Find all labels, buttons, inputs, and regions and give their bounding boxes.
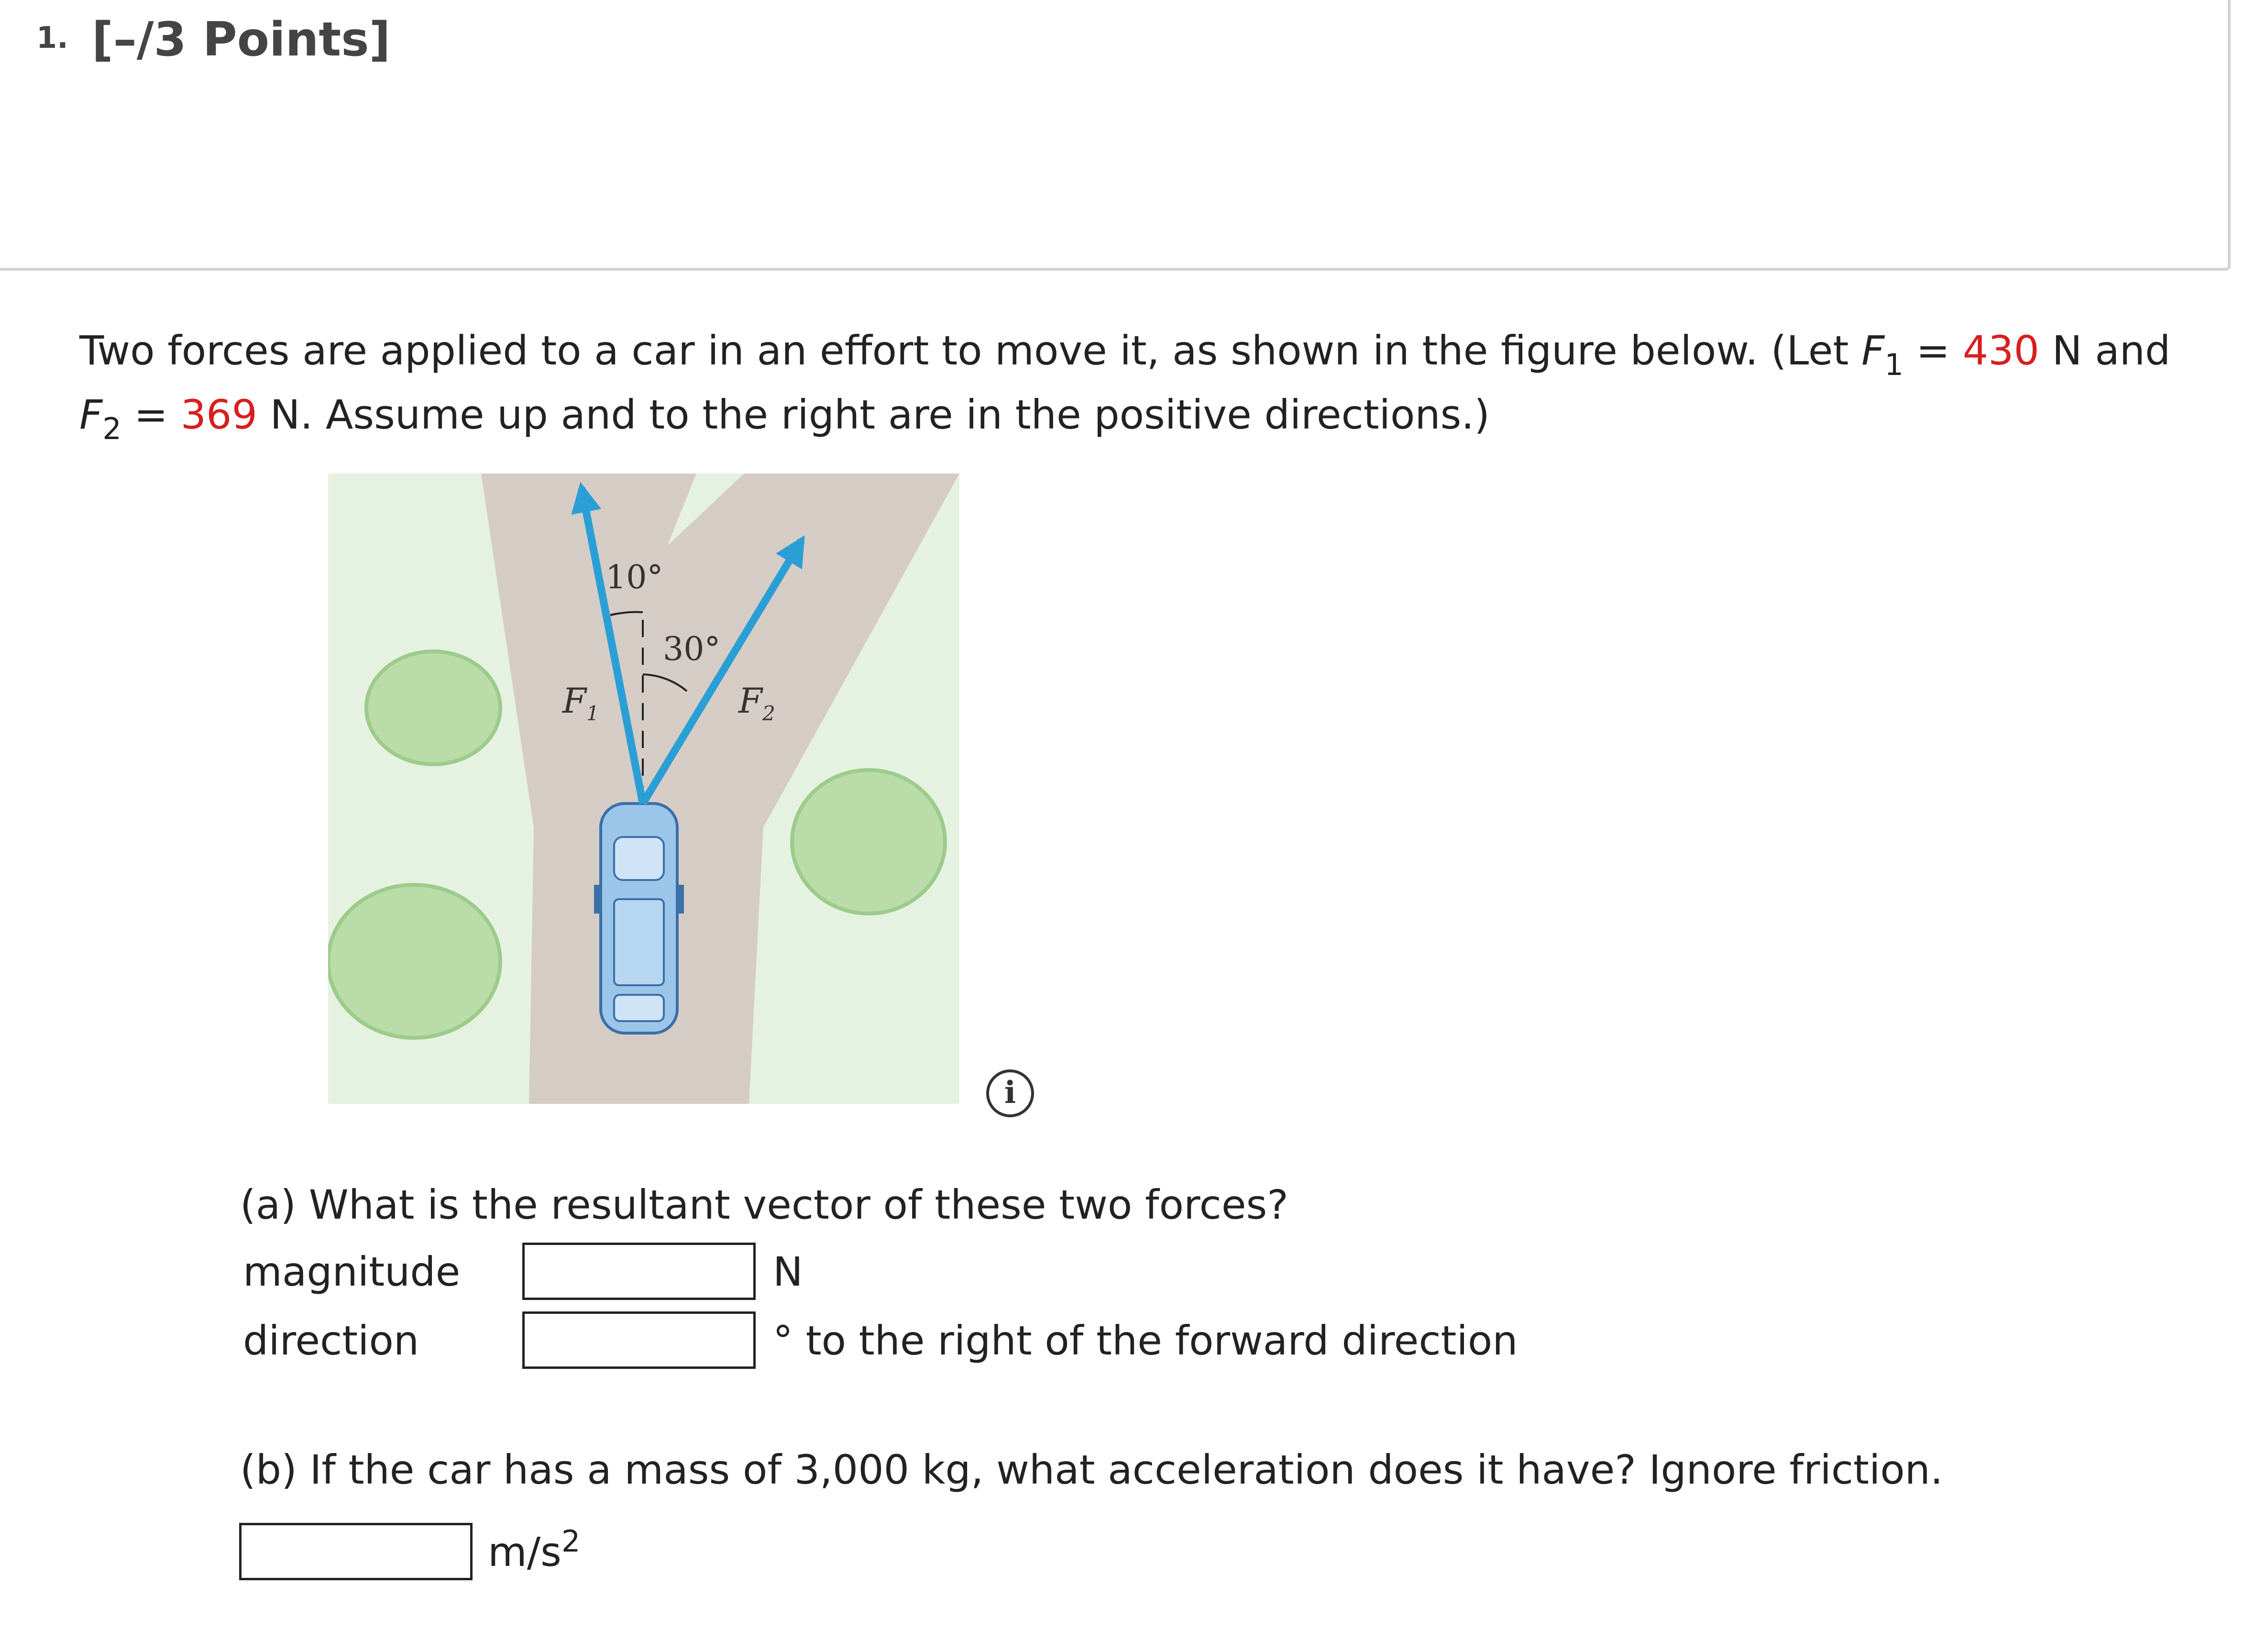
- f2-symbol: F: [79, 391, 103, 438]
- problem-statement: [79, 319, 2170, 447]
- magnitude-label: magnitude: [243, 1248, 461, 1295]
- direction-label: direction: [243, 1317, 419, 1364]
- question-header: [0, 0, 2231, 271]
- info-icon[interactable]: i: [986, 1069, 1034, 1117]
- direction-unit: ° to the right of the forward direction: [773, 1317, 1518, 1364]
- f1-label: $F_1$: [562, 681, 599, 725]
- magnitude-input[interactable]: [522, 1243, 756, 1300]
- direction-input[interactable]: [522, 1311, 756, 1369]
- f2-label: $F_2$: [738, 681, 775, 725]
- part-a-question: (a) What is the resultant vector of these two forces?: [240, 1181, 1288, 1228]
- part-b-question: (b) If the car has a mass of 3,000 kg, what acceleration does it have? Ignore friction.: [240, 1446, 1943, 1493]
- question-number: 1.: [36, 20, 68, 55]
- f1-symbol: F: [1861, 327, 1885, 374]
- question-points: [–/3 Points]: [92, 12, 391, 67]
- acceleration-unit: $m/s^2$: [488, 1524, 581, 1575]
- f2-value: 369: [180, 391, 257, 438]
- prompt-line-2: $F_2 = 369$ N. Assume up and to the right are in the positive directions.): [79, 391, 1490, 446]
- f1-value: 430: [1962, 327, 2039, 374]
- acceleration-input[interactable]: [239, 1523, 473, 1580]
- angle2-label: 30°: [663, 630, 721, 668]
- angle1-label: 10°: [605, 559, 663, 596]
- car-forces-figure: [328, 474, 959, 1104]
- prompt-line-1: Two forces are applied to a car in an effort to move it, as shown in the figure below. (Let $F_1 = 430$ N and: [79, 327, 2171, 382]
- car-icon: [594, 804, 684, 1033]
- magnitude-unit: N: [773, 1248, 803, 1295]
